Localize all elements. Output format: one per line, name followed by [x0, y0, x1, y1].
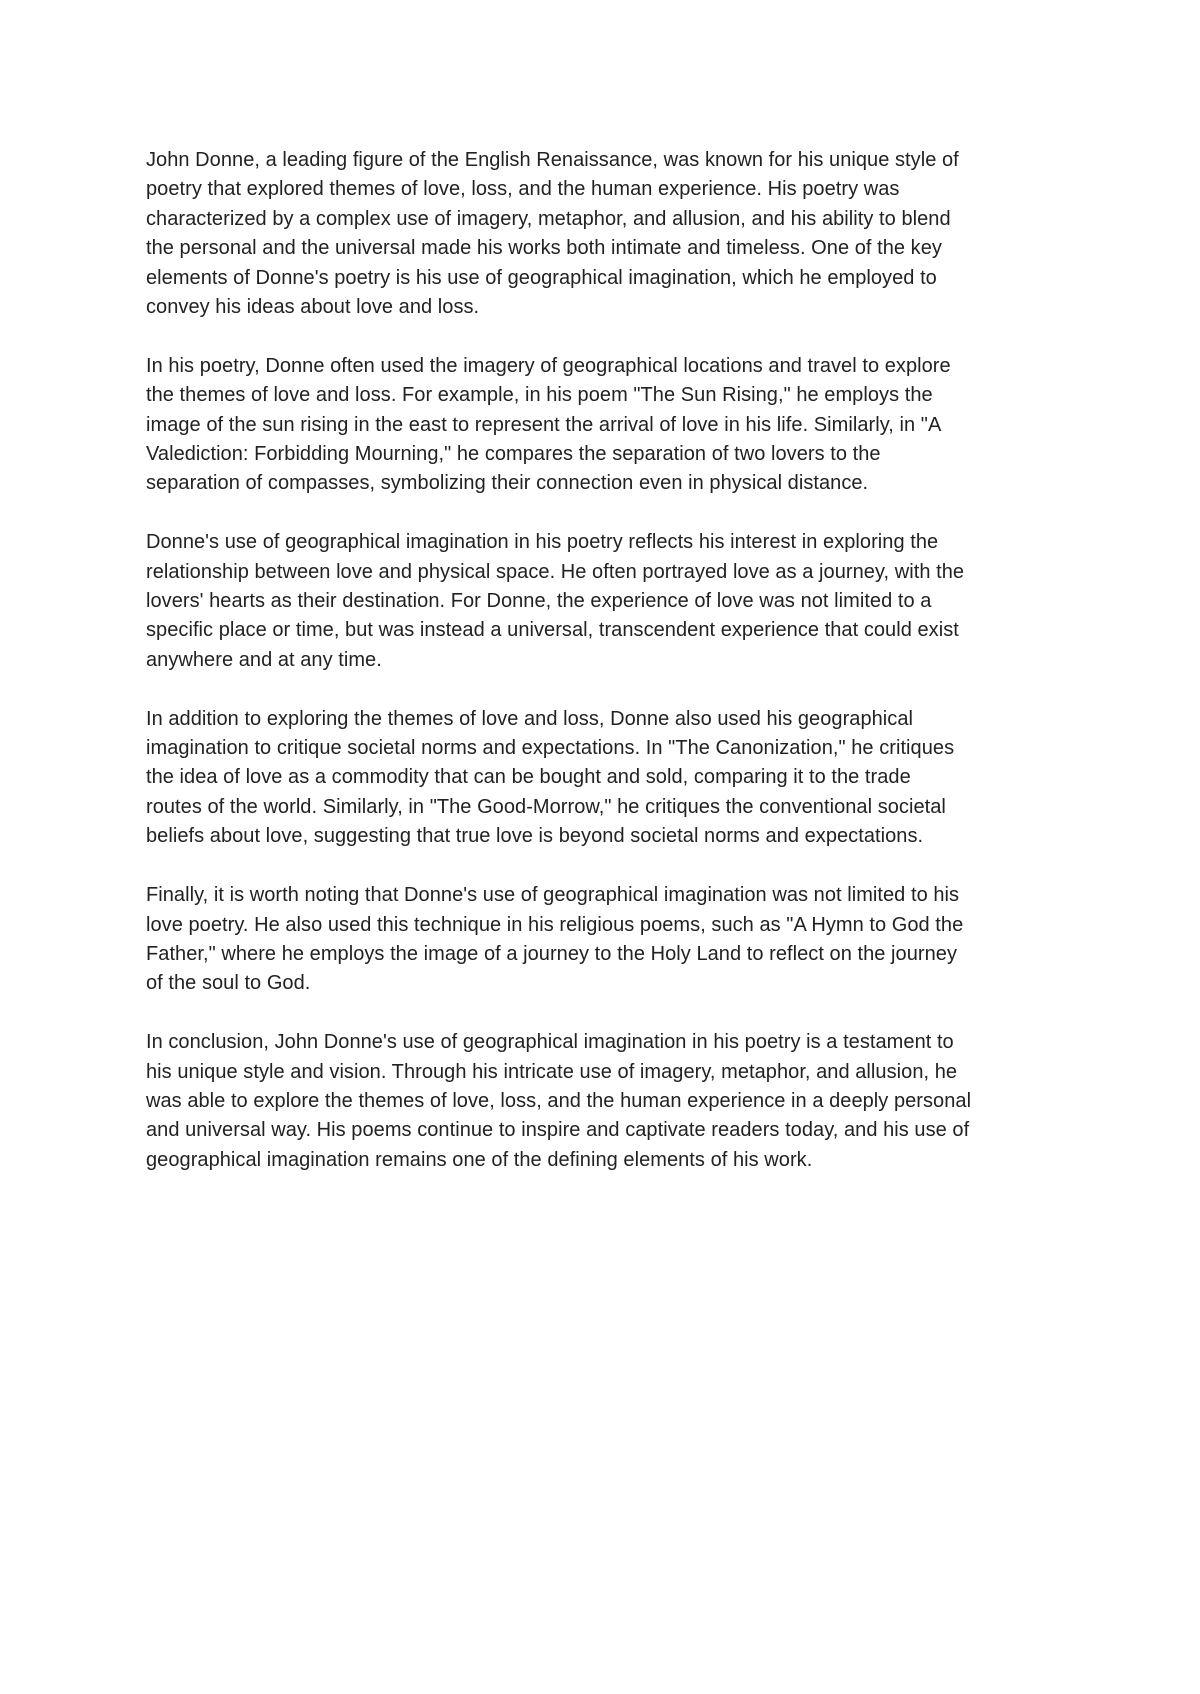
- paragraph-6: In conclusion, John Donne's use of geographical imagination in his poetry is a testament to his unique style and vision. Through his intricate use of imagery, metaphor, and allusion, he was able to explore the themes of love, loss, and the human experience in a deeply personal and universal way. His poems continue to inspire and captivate readers today, and his use of geographical imagination remains one of the defining elements of his work.: [146, 1031, 972, 1171]
- paragraph-1: John Donne, a leading figure of the English Renaissance, was known for his unique style of poetry that explored themes of love, loss, and the human experience. His poetry was characterized by a complex use of imagery, metaphor, and allusion, and his ability to blend the personal and the universal made his works both intimate and timeless. One of the key elements of Donne's poetry is his use of geographical imagination, which he employed to convey his ideas about love and loss.: [146, 149, 959, 319]
- paragraph-5: Finally, it is worth noting that Donne's use of geographical imagination was not limited to his love poetry. He also used this technique in his religious poems, such as "A Hymn to God the Father," where he employs the image of a journey to the Holy Land to reflect on the journey of the soul to God.: [146, 884, 964, 995]
- paragraph-2: In his poetry, Donne often used the imagery of geographical locations and travel to explore the themes of love and loss. For example, in his poem "The Sun Rising," he employs the image of the sun rising in the east to represent the arrival of love in his life. Similarly, in "A Valediction: Forbidding Mourning," he compares the separation of two lovers to the separation of compasses, symbolizing their connection even in physical distance.: [146, 354, 951, 495]
- document-body: [146, 146, 1076, 1205]
- paragraph-4: In addition to exploring the themes of love and loss, Donne also used his geographical imagination to critique societal norms and expectations. In "The Canonization," he critiques the idea of love as a commodity that can be bought and sold, comparing it to the trade routes of the world. Similarly, in "The Good-Morrow," he critiques the conventional societal beliefs about love, suggesting that true love is beyond societal norms and expectations.: [146, 707, 955, 848]
- paragraph-3: Donne's use of geographical imagination in his poetry reflects his interest in exploring the relationship between love and physical space. He often portrayed love as a journey, with the lovers' hearts as their destination. For Donne, the experience of love was not limited to a specific place or time, but was instead a universal, transcendent experience that could exist anywhere and at any time.: [146, 531, 965, 671]
